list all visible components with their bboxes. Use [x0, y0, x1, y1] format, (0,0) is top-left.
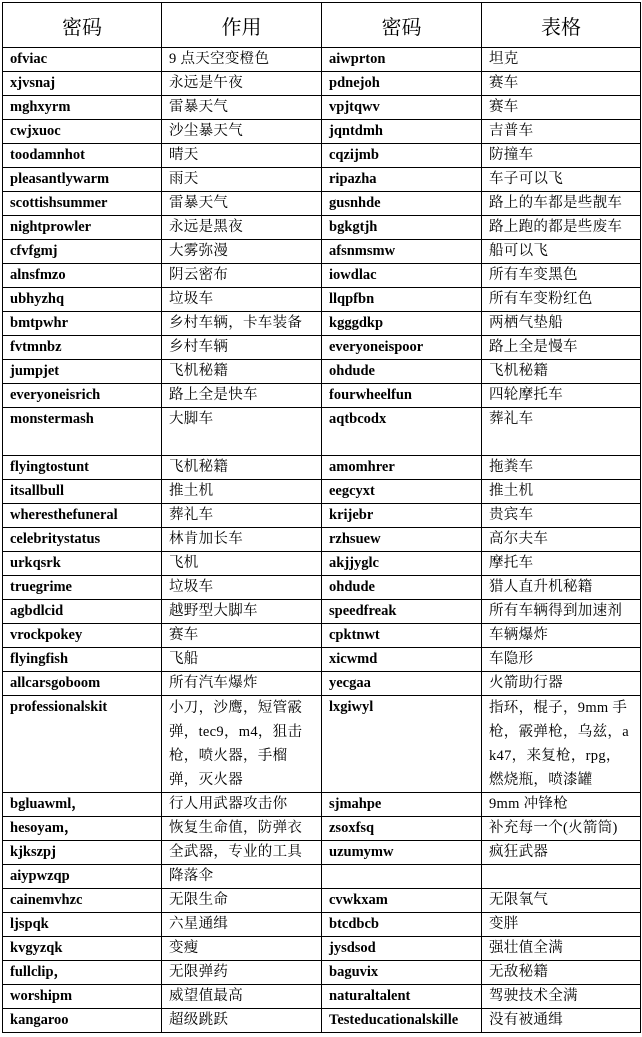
cheat-code-right: amomhrer: [322, 456, 482, 480]
table-row: [3, 288, 641, 312]
cheat-code-right: bgkgtjh: [322, 216, 482, 240]
cheat-effect-right: 船可以飞: [482, 240, 641, 264]
cheat-code-left: vrockpokey: [3, 624, 162, 648]
cheat-code-left: nightprowler: [3, 216, 162, 240]
cheat-code-right: jqntdmh: [322, 120, 482, 144]
header-code-2: 密码: [322, 3, 482, 48]
table-row: [3, 384, 641, 408]
cheat-code-left: flyingtostunt: [3, 456, 162, 480]
cheat-code-right: akjjyglc: [322, 552, 482, 576]
cheat-code-right: aqtbcodx: [322, 408, 482, 456]
cheat-effect-right: 摩托车: [482, 552, 641, 576]
cheat-effect-left: 降落伞: [162, 865, 322, 889]
cheat-effect-left: 永远是黑夜: [162, 216, 322, 240]
cheat-code-left: cfvfgmj: [3, 240, 162, 264]
cheat-code-left: truegrime: [3, 576, 162, 600]
cheat-effect-right: 车子可以飞: [482, 168, 641, 192]
cheat-code-left: toodamnhot: [3, 144, 162, 168]
cheat-effect-right: 吉普车: [482, 120, 641, 144]
cheat-code-right: pdnejoh: [322, 72, 482, 96]
cheat-effect-right: 坦克: [482, 48, 641, 72]
cheat-effect-left: 永远是午夜: [162, 72, 322, 96]
cheat-code-right: uzumymw: [322, 841, 482, 865]
table-row: [3, 624, 641, 648]
cheat-effect-right: 飞机秘籍: [482, 360, 641, 384]
cheat-effect-right: 9mm 冲锋枪: [482, 793, 641, 817]
cheat-effect-right: 路上跑的都是些废车: [482, 216, 641, 240]
cheat-effect-right: 赛车: [482, 72, 641, 96]
cheat-code-right: cqzijmb: [322, 144, 482, 168]
cheat-effect-left: 所有汽车爆炸: [162, 672, 322, 696]
table-row: [3, 552, 641, 576]
cheat-effect-left: 赛车: [162, 624, 322, 648]
cheat-code-left: cwjxuoc: [3, 120, 162, 144]
cheat-code-left: jumpjet: [3, 360, 162, 384]
cheat-code-right: eegcyxt: [322, 480, 482, 504]
cheat-code-left: aiypwzqp: [3, 865, 162, 889]
cheat-code-left: everyoneisrich: [3, 384, 162, 408]
cheat-code-left: celebritystatus: [3, 528, 162, 552]
table-row: [3, 360, 641, 384]
cheat-effect-left: 雷暴天气: [162, 96, 322, 120]
cheat-code-right: btcdbcb: [322, 913, 482, 937]
table-row: [3, 216, 641, 240]
cheat-effect-left: 飞机秘籍: [162, 456, 322, 480]
cheat-code-right: jysdsod: [322, 937, 482, 961]
cheat-code-left: itsallbull: [3, 480, 162, 504]
cheat-code-right: ripazha: [322, 168, 482, 192]
cheat-code-right: xicwmd: [322, 648, 482, 672]
cheat-effect-right: 防撞车: [482, 144, 641, 168]
table-body: [3, 48, 641, 1033]
cheat-code-left: kvgyzqk: [3, 937, 162, 961]
cheat-effect-left: 越野型大脚车: [162, 600, 322, 624]
cheat-effect-left: 全武器，专业的工具: [162, 841, 322, 865]
table-row: [3, 841, 641, 865]
cheat-effect-right: 拖粪车: [482, 456, 641, 480]
table-row: [3, 192, 641, 216]
header-row: [3, 3, 641, 48]
cheat-effect-right: 路上的车都是些靓车: [482, 192, 641, 216]
cheat-code-right: fourwheelfun: [322, 384, 482, 408]
cheat-code-right: llqpfbn: [322, 288, 482, 312]
table-row: [3, 408, 641, 456]
header-effect: 作用: [162, 3, 322, 48]
cheat-effect-right: 火箭助行器: [482, 672, 641, 696]
table-row: [3, 600, 641, 624]
cheat-code-right: lxgiwyl: [322, 696, 482, 793]
cheat-code-right: zsoxfsq: [322, 817, 482, 841]
cheat-effect-right: 无限氧气: [482, 889, 641, 913]
cheat-code-right: yecgaa: [322, 672, 482, 696]
cheat-code-right: naturaltalent: [322, 985, 482, 1009]
table-row: [3, 576, 641, 600]
cheat-effect-left: 六星通缉: [162, 913, 322, 937]
cheat-effect-left: 乡村车辆，卡车装备: [162, 312, 322, 336]
cheat-code-right: Testeducationalskille: [322, 1009, 482, 1033]
cheat-effect-left: 推土机: [162, 480, 322, 504]
cheat-effect-right: 补充每一个(火箭筒): [482, 817, 641, 841]
cheat-code-right: [322, 865, 482, 889]
cheat-code-left: alnsfmzo: [3, 264, 162, 288]
cheat-code-left: flyingfish: [3, 648, 162, 672]
cheat-effect-left: 大脚车: [162, 408, 322, 456]
cheat-effect-left: 晴天: [162, 144, 322, 168]
cheat-code-left: mghxyrm: [3, 96, 162, 120]
cheat-effect-right: 驾驶技术全满: [482, 985, 641, 1009]
cheat-code-left: xjvsnaj: [3, 72, 162, 96]
table-row: [3, 264, 641, 288]
cheat-code-right: ohdude: [322, 360, 482, 384]
table-row: [3, 817, 641, 841]
cheat-effect-right: 所有车变黑色: [482, 264, 641, 288]
table-row: [3, 985, 641, 1009]
cheat-code-left: professionalskit: [3, 696, 162, 793]
table-row: [3, 72, 641, 96]
cheat-effect-left: 威望值最高: [162, 985, 322, 1009]
cheat-effect-right: 指环，棍子，9mm 手枪，霰弹枪，乌兹，ak47，来复枪，rpg，燃烧瓶，喷漆罐: [482, 696, 641, 793]
cheat-code-right: speedfreak: [322, 600, 482, 624]
cheat-effect-left: 大雾弥漫: [162, 240, 322, 264]
cheat-code-left: wheresthefuneral: [3, 504, 162, 528]
cheat-code-left: fullclip，: [3, 961, 162, 985]
cheat-code-right: aiwprton: [322, 48, 482, 72]
cheat-code-left: fvtmnbz: [3, 336, 162, 360]
table-row: [3, 504, 641, 528]
cheat-effect-right: 车隐形: [482, 648, 641, 672]
cheat-effect-right: 强壮值全满: [482, 937, 641, 961]
cheat-code-left: kangaroo: [3, 1009, 162, 1033]
cheat-code-right: gusnhde: [322, 192, 482, 216]
table-row: [3, 312, 641, 336]
cheat-code-left: ofviac: [3, 48, 162, 72]
cheat-effect-left: 小刀，沙鹰，短管霰弹，tec9，m4，狙击枪，喷火器，手榴弹，灭火器: [162, 696, 322, 793]
cheat-code-left: monstermash: [3, 408, 162, 456]
cheat-code-left: ljspqk: [3, 913, 162, 937]
cheat-effect-right: 推土机: [482, 480, 641, 504]
table-row: [3, 456, 641, 480]
cheat-effect-left: 路上全是快车: [162, 384, 322, 408]
cheat-effect-left: 林肯加长车: [162, 528, 322, 552]
cheat-effect-left: 乡村车辆: [162, 336, 322, 360]
cheat-code-right: iowdlac: [322, 264, 482, 288]
cheat-code-left: worshipm: [3, 985, 162, 1009]
table-row: [3, 96, 641, 120]
cheat-effect-right: 高尔夫车: [482, 528, 641, 552]
cheat-effect-left: 雨天: [162, 168, 322, 192]
cheat-effect-right: 两栖气垫船: [482, 312, 641, 336]
table-row: [3, 120, 641, 144]
cheat-effect-left: 飞船: [162, 648, 322, 672]
cheat-effect-left: 阴云密布: [162, 264, 322, 288]
table-row: [3, 336, 641, 360]
cheat-effect-left: 垃圾车: [162, 288, 322, 312]
table-row: [3, 528, 641, 552]
cheat-effect-left: 雷暴天气: [162, 192, 322, 216]
table-row: [3, 913, 641, 937]
table-row: [3, 144, 641, 168]
cheat-effect-left: 无限弹药: [162, 961, 322, 985]
cheat-code-left: allcarsgoboom: [3, 672, 162, 696]
cheat-code-left: bmtpwhr: [3, 312, 162, 336]
table-row: [3, 793, 641, 817]
cheat-code-right: everyoneispoor: [322, 336, 482, 360]
cheat-effect-right: 车辆爆炸: [482, 624, 641, 648]
cheat-effect-right: 所有车变粉红色: [482, 288, 641, 312]
cheat-code-right: baguvix: [322, 961, 482, 985]
table-row: [3, 937, 641, 961]
cheat-effect-right: 没有被通缉: [482, 1009, 641, 1033]
cheat-effect-left: 9 点天空变橙色: [162, 48, 322, 72]
cheat-effect-right: 猎人直升机秘籍: [482, 576, 641, 600]
cheat-effect-left: 葬礼车: [162, 504, 322, 528]
cheat-effect-right: 所有车辆得到加速剂: [482, 600, 641, 624]
table-row: [3, 480, 641, 504]
cheat-effect-right: [482, 865, 641, 889]
cheat-code-left: bgluawml，: [3, 793, 162, 817]
table-row: [3, 961, 641, 985]
cheat-code-left: pleasantlywarm: [3, 168, 162, 192]
header-table: 表格: [482, 3, 641, 48]
cheat-effect-left: 变瘦: [162, 937, 322, 961]
cheat-code-left: kjkszpj: [3, 841, 162, 865]
cheat-code-table: [2, 2, 641, 1033]
cheat-effect-left: 飞机: [162, 552, 322, 576]
cheat-effect-right: 变胖: [482, 913, 641, 937]
cheat-code-left: urkqsrk: [3, 552, 162, 576]
cheat-code-left: ubhyzhq: [3, 288, 162, 312]
cheat-code-left: hesoyam，: [3, 817, 162, 841]
table-row: [3, 240, 641, 264]
cheat-effect-left: 行人用武器攻击你: [162, 793, 322, 817]
cheat-code-right: afsnmsmw: [322, 240, 482, 264]
cheat-code-right: cpktnwt: [322, 624, 482, 648]
cheat-effect-right: 四轮摩托车: [482, 384, 641, 408]
cheat-code-right: rzhsuew: [322, 528, 482, 552]
cheat-code-left: cainemvhzc: [3, 889, 162, 913]
cheat-effect-left: 沙尘暴天气: [162, 120, 322, 144]
cheat-effect-right: 葬礼车: [482, 408, 641, 456]
table-row: [3, 168, 641, 192]
table-row: [3, 48, 641, 72]
header-code-1: 密码: [3, 3, 162, 48]
cheat-code-right: cvwkxam: [322, 889, 482, 913]
cheat-effect-left: 超级跳跃: [162, 1009, 322, 1033]
cheat-effect-left: 恢复生命值，防弹衣: [162, 817, 322, 841]
table-row: [3, 1009, 641, 1033]
table-row: [3, 696, 641, 793]
table-row: [3, 889, 641, 913]
cheat-effect-right: 赛车: [482, 96, 641, 120]
cheat-effect-right: 贵宾车: [482, 504, 641, 528]
table-row: [3, 672, 641, 696]
cheat-code-left: scottishsummer: [3, 192, 162, 216]
cheat-effect-right: 疯狂武器: [482, 841, 641, 865]
table-row: [3, 865, 641, 889]
cheat-effect-left: 无限生命: [162, 889, 322, 913]
table-row: [3, 648, 641, 672]
cheat-code-right: krijebr: [322, 504, 482, 528]
cheat-effect-left: 飞机秘籍: [162, 360, 322, 384]
cheat-code-right: sjmahpe: [322, 793, 482, 817]
cheat-code-left: agbdlcid: [3, 600, 162, 624]
cheat-code-right: vpjtqwv: [322, 96, 482, 120]
cheat-code-right: ohdude: [322, 576, 482, 600]
cheat-code-right: kgggdkp: [322, 312, 482, 336]
cheat-effect-right: 路上全是慢车: [482, 336, 641, 360]
cheat-effect-left: 垃圾车: [162, 576, 322, 600]
cheat-effect-right: 无敌秘籍: [482, 961, 641, 985]
